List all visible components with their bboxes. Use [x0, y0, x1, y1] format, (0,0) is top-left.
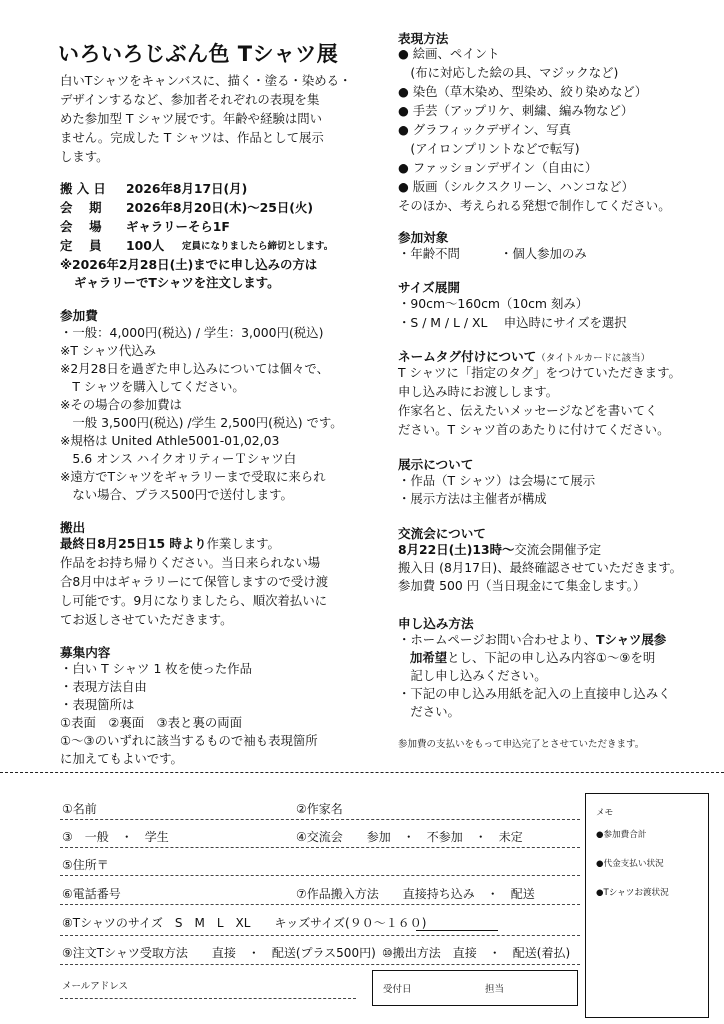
method-item: ● 版画（シルクスクリーン、ハンコなど）: [398, 179, 634, 194]
staff-label: 担当: [485, 984, 505, 995]
fee-line: ・一般：4,000円(税込) / 学生：3,000円(税込): [60, 325, 324, 340]
method-item: ● 絵画、ペイント: [398, 46, 500, 61]
exchange-line: 参加費 500 円（当日現金にて集金します。）: [398, 578, 646, 593]
form-name-field[interactable]: ①名前: [62, 802, 97, 816]
fee-heading: 参加費: [60, 308, 98, 323]
nametag-line: T シャツに「指定のタグ」をつけていただきます。: [398, 365, 681, 380]
form-delivery-field[interactable]: ⑦作品搬入方法 直接持ち込み ・ 配送: [296, 887, 535, 901]
form-divider: [60, 875, 580, 876]
venue: ギャラリーそら1F: [126, 219, 230, 234]
exchange-text: 交流会開催予定: [514, 542, 602, 557]
exchange-heading: 交流会について: [398, 526, 486, 541]
intro-line: します。: [60, 149, 109, 164]
apply-line: ださい。: [398, 704, 460, 719]
nametag-line: 作家名と、伝えたいメッセージなどを書いてく: [398, 403, 658, 418]
carry-out-text: 作業します。: [206, 536, 280, 551]
intro-line: デザインするなど、参加者それぞれの表現を集: [60, 92, 320, 107]
apply-bold: 加希望: [410, 650, 448, 665]
form-divider: [60, 998, 356, 999]
fee-line: 一般 3,500円(税込) /学生 2,500円(税込) です。: [60, 415, 343, 430]
method-item: そのほか、考えられる発想で制作してください。: [398, 198, 671, 213]
schedule-label: 会 期: [60, 200, 102, 215]
schedule-label: 搬 入 日: [60, 181, 106, 196]
nametag-heading-text: ネームタグ付けについて: [398, 349, 537, 364]
method-item: ● ファッションデザイン（自由に）: [398, 160, 598, 175]
nametag-heading-note: （タイトルカードに該当）: [536, 353, 651, 364]
received-date-label: 受付日: [383, 984, 412, 995]
fee-line: ない場合、プラス500円で送付します。: [60, 487, 293, 502]
recruit-line: に加えてもよいです。: [60, 751, 183, 766]
memo-item: ●Tシャツお渡状況: [596, 888, 669, 898]
fee-line: T シャツを購入してください。: [60, 379, 245, 394]
methods-heading: 表現方法: [398, 31, 449, 46]
carry-in-date: 2026年8月17日(月): [126, 181, 248, 196]
nametag-line: 申し込み時にお渡しします。: [398, 384, 559, 399]
reception-box: [372, 970, 578, 1006]
fee-line: ※2月28日を過ぎた申し込みについては個々で、: [60, 361, 329, 376]
fee-line: ※T シャツ代込み: [60, 343, 156, 358]
exchange-line: [398, 541, 601, 558]
recruit-line: ・白い T シャツ 1 枚を使った作品: [60, 661, 253, 676]
memo-item: ●代金支払い状況: [596, 859, 664, 869]
method-item: (アイロンプリントなどで転写): [398, 141, 580, 156]
recruit-line: ・表現方法自由: [60, 679, 147, 694]
intro-line: 白いTシャツをキャンバスに、描く・塗る・染める・: [60, 73, 352, 88]
apply-bold: Tシャツ展参: [596, 632, 667, 647]
intro-line: ません。完成した T シャツは、作品として展示: [60, 130, 324, 145]
apply-text: とし、下記の申し込み内容①〜⑨を明: [447, 650, 656, 665]
method-item: ● 手芸（アップリケ、刺繍、編み物など）: [398, 103, 634, 118]
apply-note: 参加費の支払いをもって申込完了とさせていただきます。: [398, 739, 645, 750]
carry-out-line: [60, 535, 280, 552]
capacity: 100人: [126, 238, 165, 253]
size-line: ・S / M / L / XL 申込時にサイズを選択: [398, 315, 627, 330]
kids-size-blank[interactable]: [416, 930, 498, 931]
carry-out-line: 合8月中はギャラリーにて保管しますので受け渡: [60, 574, 329, 589]
cut-line: [0, 772, 724, 773]
apply-line: [398, 631, 666, 648]
method-item: (布に対応した絵の具、マジックなど): [398, 65, 619, 80]
intro-line: めた参加型 T シャツ展です。年齢や経験は問い: [60, 111, 323, 126]
carry-out-line: し可能です。9月になりましたら、順次着払いに: [60, 593, 328, 608]
sizes-heading: サイズ展開: [398, 280, 460, 295]
capacity-note: 定員になりましたら締切とします。: [182, 241, 334, 252]
apply-text: ・ホームページお問い合わせより、: [398, 632, 597, 647]
memo-item: ●参加費合計: [596, 830, 647, 840]
form-address-field[interactable]: ⑤住所〒: [62, 858, 109, 872]
exchange-date: 8月22日(土)13時〜: [398, 542, 515, 557]
method-item: ● 染色（草木染め、型染め、絞り染めなど）: [398, 84, 648, 99]
target-heading: 参加対象: [398, 230, 449, 245]
nametag-heading: [398, 346, 650, 365]
form-divider: [60, 904, 580, 905]
exchange-line: 搬入日 (8月17日)、最終確認させていただきます。: [398, 560, 683, 575]
deadline-note: ギャラリーでTシャツを注文します。: [74, 275, 280, 290]
exhibit-line: ・展示方法は主催者が構成: [398, 491, 547, 506]
form-divider: [60, 935, 580, 936]
method-item: ● グラフィックデザイン、写真: [398, 122, 571, 137]
apply-heading: 申し込み方法: [398, 616, 474, 631]
schedule-label: 定 員: [60, 238, 102, 253]
form-divider: [60, 964, 580, 965]
deadline-note: ※2026年2月28日(土)までに申し込みの方は: [60, 257, 318, 272]
form-party-field[interactable]: ④交流会 参加 ・ 不参加 ・ 未定: [296, 830, 523, 844]
period-date: 2026年8月20日(木)〜25日(火): [126, 200, 313, 215]
schedule-label: 会 場: [60, 219, 102, 234]
form-category-field[interactable]: ③ 一般 ・ 学生: [62, 830, 169, 844]
form-divider: [60, 847, 580, 848]
apply-line: [398, 649, 655, 666]
recruit-line: ①〜③のいずれに該当するもので袖も表現箇所: [60, 733, 318, 748]
target-item: ・年齢不問: [398, 246, 460, 261]
form-artist-field[interactable]: ②作家名: [296, 802, 343, 816]
form-phone-field[interactable]: ⑥電話番号: [62, 887, 121, 901]
form-email-field[interactable]: メールアドレス: [62, 981, 129, 992]
exhibit-line: ・作品（T シャツ）は会場にて展示: [398, 473, 596, 488]
fee-line: ※その場合の参加費は: [60, 397, 182, 412]
carry-out-heading: 搬出: [60, 520, 86, 535]
form-carryout-field[interactable]: ⑩搬出方法 直接 ・ 配送(着払): [382, 946, 571, 960]
apply-line: ・下記の申し込み用紙を記入の上直接申し込みく: [398, 686, 671, 701]
fee-line: ※遠方でTシャツをギャラリーまで受取に来られ: [60, 469, 326, 484]
carry-out-line: 作品をお持ち帰りください。当日来られない場: [60, 555, 321, 570]
recruit-heading: 募集内容: [60, 645, 111, 660]
form-tshirt-size-field[interactable]: ⑧Tシャツのサイズ S M L XL キッズサイズ(９０〜１６０): [62, 916, 427, 930]
memo-box: [585, 793, 709, 1018]
memo-title: メモ: [596, 808, 614, 818]
nametag-line: ださい。T シャツ首のあたりに付けてください。: [398, 422, 670, 437]
recruit-line: ・表現箇所は: [60, 697, 135, 712]
fee-line: ※規格は United Athle5001-01,02,03: [60, 433, 280, 448]
size-line: ・90cm〜160cm（10cm 刻み）: [398, 296, 589, 311]
carry-out-line: てお返しさせていただきます。: [60, 612, 233, 627]
apply-line: 記し申し込みください。: [398, 668, 547, 683]
page-title: いろいろじぶん色 Tシャツ展: [58, 42, 339, 66]
target-item: ・個人参加のみ: [500, 246, 587, 261]
form-receive-field[interactable]: ⑨注文Tシャツ受取方法 直接 ・ 配送(プラス500円): [62, 946, 376, 960]
exhibit-heading: 展示について: [398, 457, 474, 472]
form-divider: [60, 819, 580, 820]
carry-out-date: 最終日8月25日15 時より: [60, 536, 207, 551]
fee-line: 5.6 オンス ハイクオリティーＴシャツ白: [60, 451, 297, 466]
recruit-line: ①表面 ②裏面 ③表と裏の両面: [60, 715, 243, 730]
